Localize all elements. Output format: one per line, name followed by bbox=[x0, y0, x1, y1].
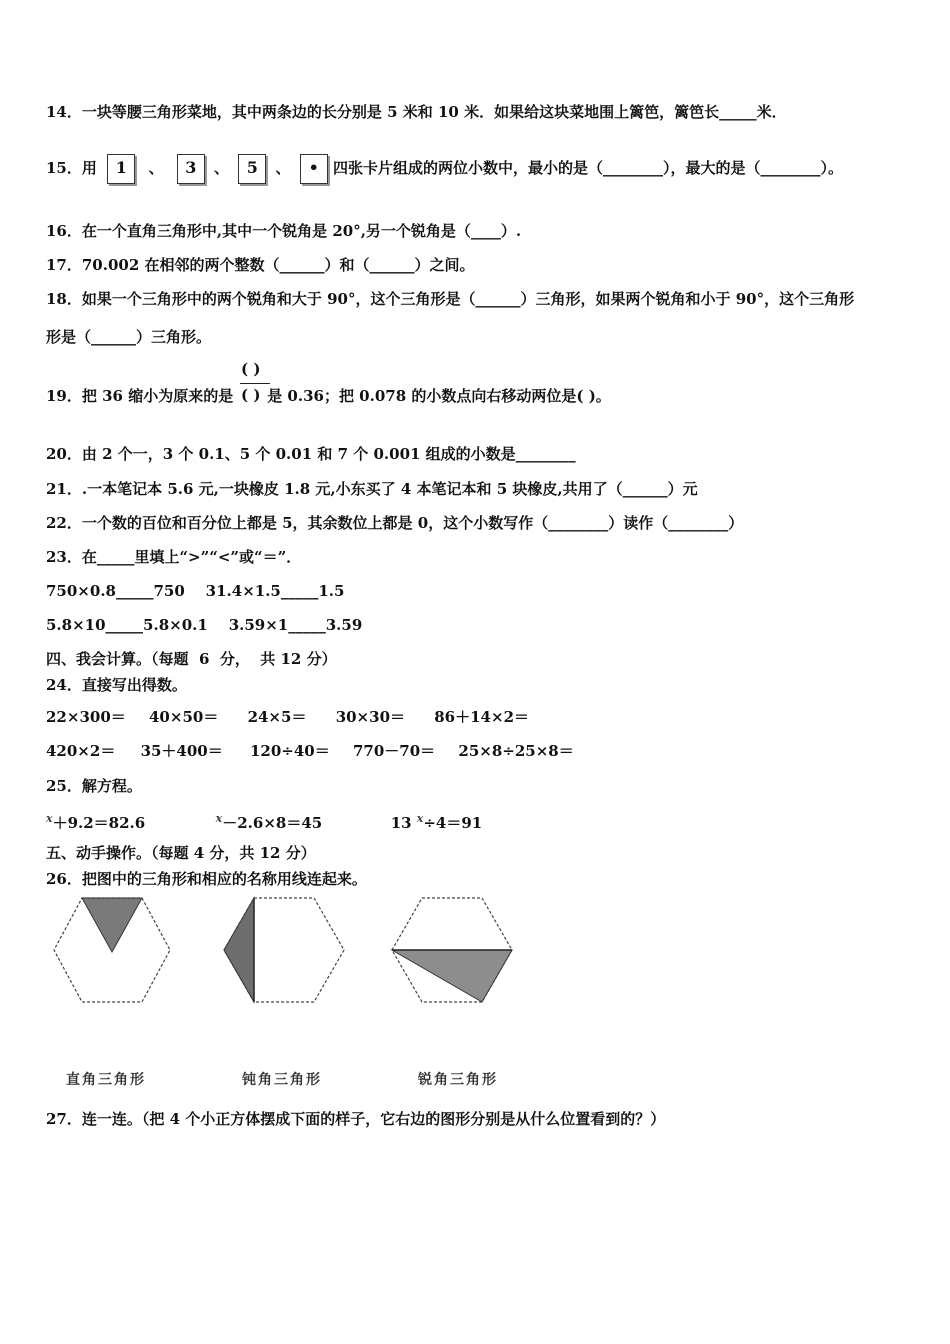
fraction-bar bbox=[240, 383, 270, 384]
shaded-triangle bbox=[392, 950, 512, 1002]
fraction-numerator: ( ) bbox=[241, 360, 261, 378]
question-22: 22．一个数的百位和百分位上都是 5，其余数位上都是 0，这个小数写作（________）读作（________） bbox=[46, 514, 744, 532]
shaded-triangle bbox=[224, 898, 254, 1002]
question-23: 23．在_____里填上“>”“<”或“＝”． bbox=[46, 548, 302, 566]
section-5-heading: 五、动手操作。（每题 4 分，共 12 分） bbox=[46, 844, 316, 862]
question-26: 26．把图中的三角形和相应的名称用线连起来。 bbox=[46, 870, 367, 888]
label-acute-triangle: 锐角三角形 bbox=[418, 1072, 498, 1088]
question-27: 27．连一连。（把 4 个小正方体摆成下面的样子，它右边的图形分别是从什么位置看到的？） bbox=[46, 1110, 666, 1128]
question-17: 17．70.002 在相邻的两个整数（______）和（______）之间。 bbox=[46, 256, 475, 274]
question-24-row1: 22×300＝ 40×50＝ 24×5＝ 30×30＝ 86＋14×2＝ bbox=[46, 708, 530, 726]
question-24: 24．直接写出得数。 bbox=[46, 676, 187, 694]
hexagon-figure-right-triangle bbox=[52, 896, 172, 1004]
question-19: 19．把 36 缩小为原来的是 是 0.36；把 0.078 的小数点向右移动两位是( )。 bbox=[46, 387, 611, 405]
label-obtuse-triangle: 钝角三角形 bbox=[242, 1072, 322, 1088]
section-4-heading: 四、我会计算。（每题 6 分， 共 12 分） bbox=[46, 650, 337, 668]
shaded-triangle bbox=[82, 898, 142, 952]
hexagon-figure-acute-triangle bbox=[390, 896, 514, 1004]
question-20: 20．由 2 个一，3 个 0.1、5 个 0.01 和 7 个 0.001 组成的小数是________ bbox=[46, 445, 576, 463]
question-23-row2: 5.8×10_____5.8×0.1 3.59×1_____3.59 bbox=[46, 616, 363, 634]
question-25-equations: $^x$＋9.2＝82.6 $^x$－2.6×8＝45 13 $^x$÷4＝91 bbox=[46, 812, 483, 832]
question-14: 14．一块等腰三角形菜地，其中两条边的长分别是 5 米和 10 米．如果给这块菜地围上篱笆，篱笆长_____米． bbox=[46, 103, 787, 121]
question-16: 16．在一个直角三角形中,其中一个锐角是 20°,另一个锐角是（____）. bbox=[46, 222, 522, 240]
card-5: 5 bbox=[238, 154, 266, 184]
hexagon-figure-obtuse-triangle bbox=[222, 896, 346, 1004]
question-18-line2: 形是（______）三角形。 bbox=[46, 328, 212, 346]
var-x: x bbox=[215, 812, 223, 825]
var-x: x bbox=[416, 812, 424, 825]
card-dot: • bbox=[300, 154, 328, 184]
card-3: 3 bbox=[177, 154, 205, 184]
question-18-line1: 18．如果一个三角形中的两个锐角和大于 90°，这个三角形是（______）三角形，如果两个锐角和小于 90°，这个三角形 bbox=[46, 290, 855, 308]
label-right-triangle: 直角三角形 bbox=[66, 1072, 146, 1088]
question-24-row2: 420×2＝ 35＋400＝ 120÷40＝ 770－70＝ 25×8÷25×8＝ bbox=[46, 742, 574, 760]
fraction-denominator: ( ) bbox=[241, 386, 261, 404]
question-15: 15．用 1 、 3 、 5 、 • 四张卡片组成的两位小数中，最小的是（________），最大的是（________）。 bbox=[46, 154, 843, 184]
question-25: 25．解方程。 bbox=[46, 777, 142, 795]
card-1: 1 bbox=[107, 154, 135, 184]
question-23-row1: 750×0.8_____750 31.4×1.5_____1.5 bbox=[46, 582, 345, 600]
var-x: x bbox=[46, 812, 53, 825]
question-21: 21．.一本笔记本 5.6 元,一块橡皮 1.8 元,小东买了 4 本笔记本和 5 块橡皮,共用了（______）元 bbox=[46, 480, 698, 498]
